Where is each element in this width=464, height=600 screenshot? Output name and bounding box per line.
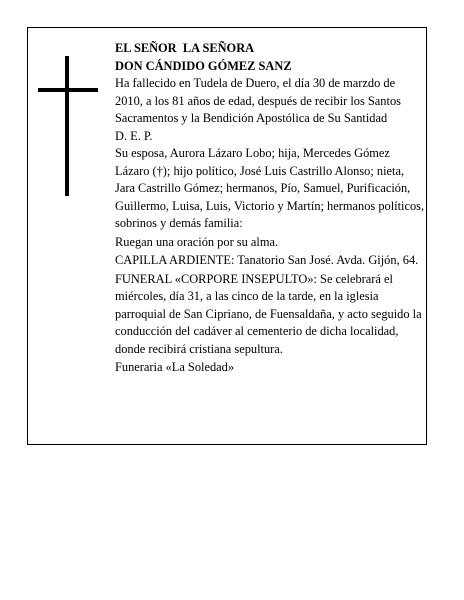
prayer-request: Ruegan una oración por su alma. [115,234,279,249]
cross-vertical-bar [65,56,69,196]
death-announcement: Ha fallecido en Tudela de Duero, el día 30 de marzdo de 2010, a los 81 años de edad, después de recibir los Santos Sacramentos y la Bendición Apostólica de Su Santidad [115,76,401,125]
cross-horizontal-bar [38,88,98,92]
family-list: Su esposa, Aurora Lázaro Lobo; hija, Mercedes Gómez Lázaro (†); hijo político, José Luis Castrillo Alonso; nieta, Jara Castrillo Gómez; hermanos, Pío, Samuel, Purificación, Guillermo, Luisa, Luis, Victorio y Martín; hermanos políticos, sobrinos y demás familia: [115,146,425,230]
obituary-text [115,40,425,377]
dep-line: D. E. P. [115,128,153,143]
funeral-home: Funeraria «La Soledad» [115,360,235,374]
funeral-info: FUNERAL «CORPORE INSEPULTO»: Se celebrará el miércoles, día 31, a las cinco de la tarde, en la iglesia parroquial de San Cipriano, de Fuensaldaña, y acto seguido la conducción del cadáver al cementerio de dicha localidad, donde recibirá cristiana sepultura. [115,271,422,356]
deceased-name: DON CÁNDIDO GÓMEZ SANZ [115,58,292,73]
cross-icon [38,56,100,196]
notice-heading-line1: EL SEÑOR LA SEÑORA [115,41,255,55]
chapel-info: CAPILLA ARDIENTE: Tanatorio San José. Avda. Gijón, 64. [115,253,419,267]
